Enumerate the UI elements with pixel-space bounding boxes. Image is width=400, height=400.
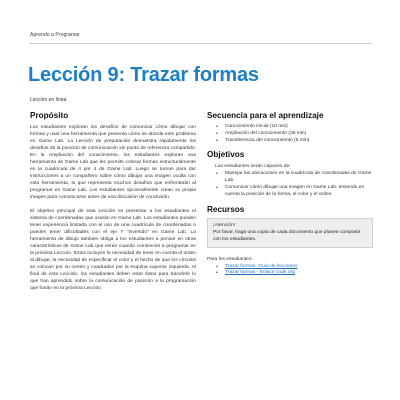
objetivos-intro: Los estudiantes serán capaces de: [215, 164, 291, 170]
list-item: • Transferencia del conocimiento (5 min) [207, 138, 373, 145]
section-heading-secuencia: Secuencia para el aprendizaje [207, 111, 324, 120]
attention-label: ¡Atención! [213, 222, 236, 228]
list-item: • Conocimiento inicial (10 min) [207, 124, 373, 131]
page-header [30, 32, 372, 44]
right-column [207, 111, 373, 283]
link-code-org[interactable]: Trazar formas - Enlace code.org [225, 270, 295, 276]
course-name: Aprendo a Programar [30, 32, 80, 38]
for-students-label: Para los estudiantes: [207, 256, 253, 262]
list-item: • Comunicar cómo dibujar una imagen en Game Lab, teniendo en cuenta la posición de la forma, el color y el orden. [207, 185, 373, 199]
section-heading-proposito: Propósito [30, 111, 69, 120]
attention-text: Por favor, haga una copia de cada documento que planee compartir con los estudiantes. [213, 229, 361, 242]
list-item: • Manejar las ubicaciones en la cuadrícula de coordenadas de Game Lab. [207, 171, 373, 185]
section-heading-objetivos: Objetivos [207, 150, 245, 160]
secuencia-list [207, 124, 373, 144]
section-heading-recursos: Recursos [207, 204, 245, 214]
proposito-paragraph-1: Los estudiantes exploran los desafíos de comunicar cómo dibujar con formas y usar una herramienta que presenta cómo se aborda este problema en Game Lab. La Lección de preparación demuestra rápidamente los desafíos de la posición de comunicación sin punto de referencia compartido. En la Ampliación del conocimiento, los estudiantes exploran una herramienta de Game Lab que les permite colocar formas estructuralmente en la cuadrícula de 4 por 4 de Game Lab. Luego se turnan para dar instrucciones a un compañero sobre cómo dibujar una imagen oculta con esta herramienta, lo que representa muchos desafíos que enfrentarán al programar en Game Lab. Los estudiantes opcionalmente crean su propia imagen para comunicarse antes de una discusión de conclusión. [30, 125, 196, 201]
lesson-title: Lección 9: Trazar formas [28, 64, 259, 86]
list-item: • Ampliación del conocimiento (35 min) [207, 131, 373, 138]
link-guia-lecciones[interactable]: Trazar formas- Guía de lecciones [225, 263, 298, 269]
objetivos-list [207, 171, 373, 198]
lesson-subtitle: Lección en línea [30, 97, 67, 103]
list-item [207, 270, 373, 277]
left-column [30, 111, 196, 298]
resource-links-list [207, 264, 373, 278]
proposito-paragraph-2: El objetivo principal de esta Lección es presentar a los estudiantes el sistema de coordenadas que usarán en Game Lab. Los estudiantes pueden tener experiencia limitada con el uso de una cuadrícula de coordenadas o pueden tener dificultades con el eje Y "invertido" en Game Lab. La herramienta de dibujo también obliga a los estudiantes a pensar en otras características de Game Lab que verán cuando comiencen a programar en la próxima Lección. Estos incluyen la necesidad de tener en cuenta el orden al dibujar, la necesidad de especificar el color y el hecho de que los círculos se colocan por su centro y cuadrados por la esquina superior izquierda. Al final de esta Lección, los estudiantes deben estar listos para transferir lo que han aprendido sobre la comunicación de posición a la programación que harán en la próxima Lección. [30, 208, 196, 292]
attention-box [207, 218, 373, 248]
